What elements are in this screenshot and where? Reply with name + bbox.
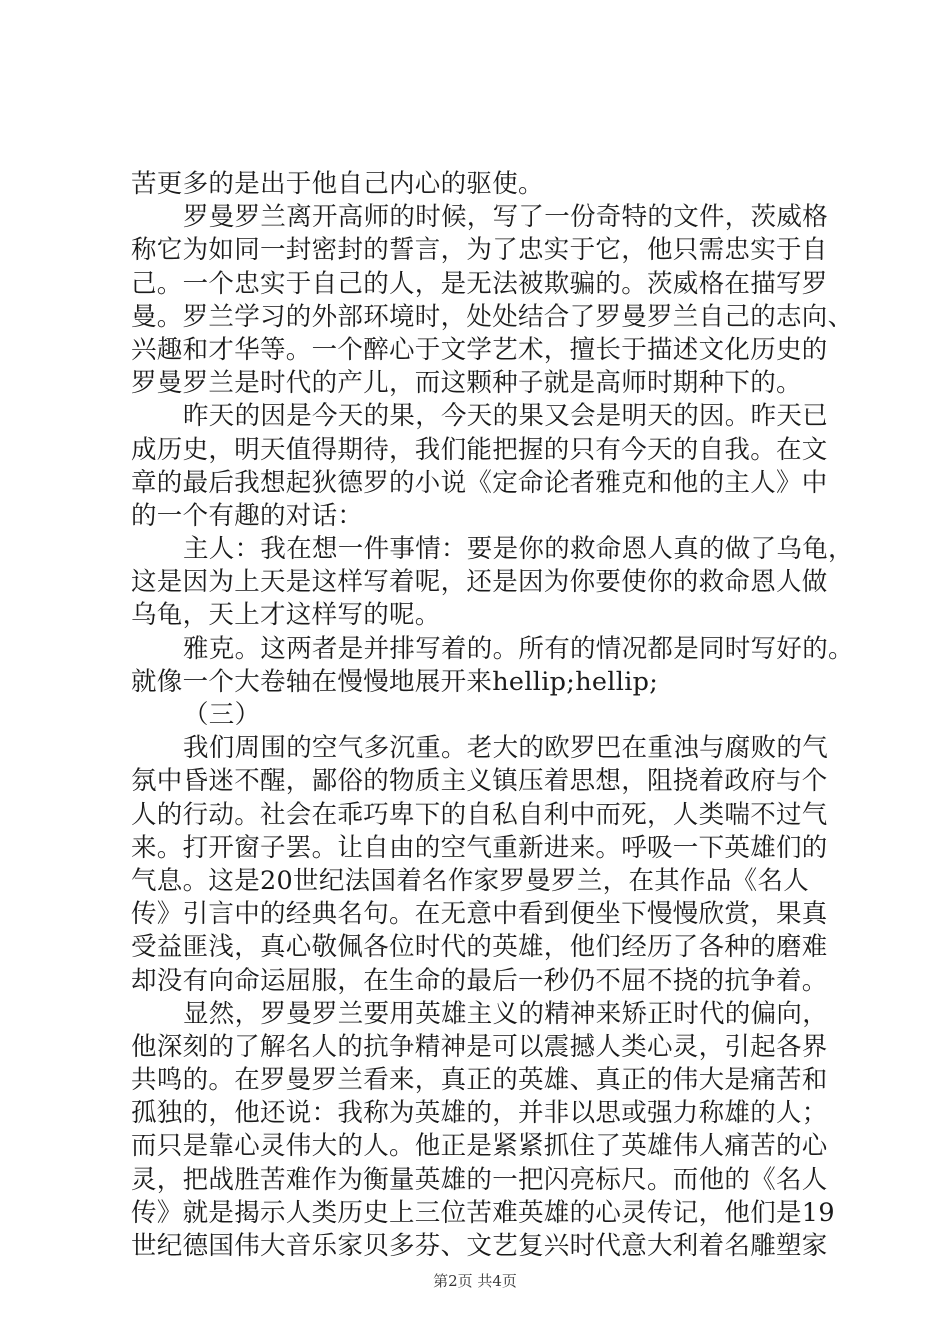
text-line: 曼。罗兰学习的外部环境时，处处结合了罗曼罗兰自己的志向、 <box>131 301 854 332</box>
text-line: 主人：我在想一件事情：要是你的救命恩人真的做了乌龟， <box>183 534 854 565</box>
text-line: 人的行动。社会在乖巧卑下的自私自利中而死，人类喘不过气 <box>131 799 828 830</box>
text-line: 灵，把战胜苦难作为衡量英雄的一把闪亮标尺。而他的《名人 <box>131 1164 828 1195</box>
text-line: 却没有向命运屈服，在生命的最后一秒仍不屈不挠的抗争着。 <box>131 965 828 996</box>
text-line: 传》就是揭示人类历史上三位苦难英雄的心灵传记，他们是19 <box>131 1197 835 1228</box>
text-line: 这是因为上天是这样写着呢，还是因为你要使你的救命恩人做 <box>131 567 828 598</box>
text-line: （三） <box>183 700 261 730</box>
text-line: 共鸣的。在罗曼罗兰看来，真正的英雄、真正的伟大是痛苦和 <box>131 1065 828 1096</box>
text-line: 称它为如同一封密封的誓言，为了忠实于它，他只需忠实于自 <box>131 235 828 266</box>
text-line: 兴趣和才华等。一个醉心于文学艺术，擅长于描述文化历史的 <box>131 334 828 365</box>
text-line: 乌龟，天上才这样写的呢。 <box>131 600 441 631</box>
text-line: 传》引言中的经典名句。在无意中看到便坐下慢慢欣赏，果真 <box>131 899 828 930</box>
text-line: 来。打开窗子罢。让自由的空气重新进来。呼吸一下英雄们的 <box>131 832 828 863</box>
text-line: 雅克。这两者是并排写着的。所有的情况都是同时写好的。 <box>183 633 854 664</box>
text-line: 而只是靠心灵伟大的人。他正是紧紧抓住了英雄伟人痛苦的心 <box>131 1131 828 1162</box>
text-line: 就像一个大卷轴在慢慢地展开来hellip;hellip; <box>131 666 659 697</box>
text-line: 昨天的因是今天的果，今天的果又会是明天的因。昨天已 <box>183 401 829 432</box>
text-line: 成历史，明天值得期待，我们能把握的只有今天的自我。在文 <box>131 434 828 465</box>
text-line: 罗曼罗兰离开高师的时候，写了一份奇特的文件，茨威格 <box>183 202 829 233</box>
text-line: 罗曼罗兰是时代的产儿，而这颗种子就是高师时期种下的。 <box>131 368 802 399</box>
page-footer: 第2页 共4页 <box>433 1272 517 1290</box>
text-line: 孤独的，他还说：我称为英雄的，并非以思或强力称雄的人； <box>131 1098 828 1129</box>
document-body <box>131 168 854 1263</box>
text-line: 受益匪浅，真心敬佩各位时代的英雄，他们经历了各种的磨难 <box>131 932 828 963</box>
text-line: 氛中昏迷不醒，鄙俗的物质主义镇压着思想，阻挠着政府与个 <box>131 766 828 797</box>
text-line: 的一个有趣的对话： <box>131 500 364 531</box>
text-line: 章的最后我想起狄德罗的小说《定命论者雅克和他的主人》中 <box>131 467 828 498</box>
text-line: 气息。这是20世纪法国着名作家罗曼罗兰，在其作品《名人 <box>131 865 810 896</box>
text-line: 我们周围的空气多沉重。老大的欧罗巴在重浊与腐败的气 <box>183 733 829 764</box>
text-line: 显然，罗曼罗兰要用英雄主义的精神来矫正时代的偏向， <box>183 998 829 1029</box>
text-line: 己。一个忠实于自己的人，是无法被欺骗的。茨威格在描写罗 <box>131 268 828 299</box>
text-line: 他深刻的了解名人的抗争精神是可以震撼人类心灵，引起各界 <box>131 1031 828 1062</box>
text-line: 世纪德国伟大音乐家贝多芬、文艺复兴时代意大利着名雕塑家 <box>131 1231 828 1261</box>
text-line: 苦更多的是出于他自己内心的驱使。 <box>131 169 544 199</box>
